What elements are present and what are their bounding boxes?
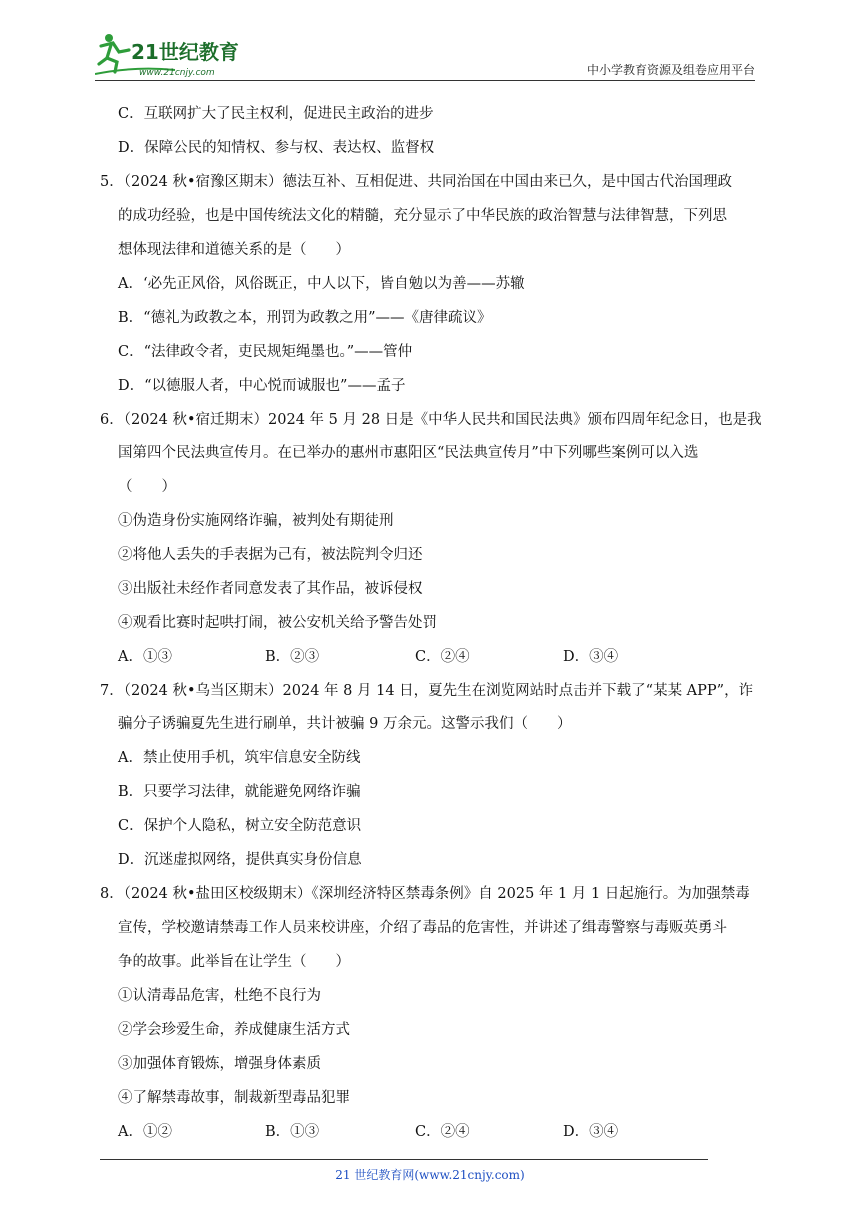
q5-option-c: C．“法律政令者，吏民规矩绳墨也。”——管仲 — [118, 344, 413, 360]
q5-stem-line3: 想体现法律和道德关系的是（ ） — [118, 242, 350, 258]
q6-choice-c: C．②④ — [415, 649, 470, 665]
q4-option-c: C．互联网扩大了民主权利，促进民主政治的进步 — [118, 106, 434, 122]
q7-option-b: B．只要学习法律，就能避免网络诈骗 — [118, 784, 361, 800]
svg-text:21世纪教育: 21世纪教育 — [131, 40, 239, 64]
q5-option-a: A．‘必先正风俗，风俗既正，中人以下，皆自勉以为善——苏辙 — [118, 276, 525, 292]
q8-statement-3: ③加强体育锻炼，增强身体素质 — [118, 1056, 321, 1072]
q8-stem-line3: 争的故事。此举旨在让学生（ ） — [118, 954, 350, 970]
q5-option-b: B．“德礼为政教之本，刑罚为政教之用”——《唐律疏议》 — [118, 310, 492, 326]
q6-stem-line3: （ ） — [118, 479, 176, 495]
q7-stem-line1: 7．（2024 秋•乌当区期末）2024 年 8 月 14 日，夏先生在浏览网站时点击并下载了“某某 APP”，诈 — [100, 683, 754, 699]
svg-text:www.21cnjy.com: www.21cnjy.com — [139, 68, 215, 78]
q7-stem-line2: 骗分子诱骗夏先生进行刷单，共计被骗 9 万余元。这警示我们（ ） — [118, 716, 572, 732]
q6-choice-b: B．②③ — [265, 649, 320, 665]
q6-stem-line2: 国第四个民法典宣传月。在已举办的惠州市惠阳区“民法典宣传月”中下列哪些案例可以入选 — [118, 445, 699, 461]
q5-option-d: D．“以德服人者，中心悦而诚服也”——孟子 — [118, 378, 406, 394]
q8-choices — [0, 1120, 860, 1144]
q6-choices — [0, 645, 860, 669]
q8-statement-1: ①认清毒品危害，杜绝不良行为 — [118, 988, 321, 1004]
q7-option-d: D．沉迷虚拟网络，提供真实身份信息 — [118, 852, 362, 868]
q6-statement-1: ①伪造身份实施网络诈骗，被判处有期徒刑 — [118, 513, 394, 529]
q8-choice-a: A．①② — [118, 1124, 172, 1140]
q5-stem-line2: 的成功经验，也是中国传统法文化的精髓，充分显示了中华民族的政治智慧与法律智慧，下列思 — [118, 208, 727, 224]
q6-choice-d: D．③④ — [563, 649, 619, 665]
header-divider — [95, 80, 755, 81]
platform-label: 中小学教育资源及组卷应用平台 — [586, 63, 755, 77]
q8-choice-d: D．③④ — [563, 1124, 619, 1140]
q6-stem-line1: 6．（2024 秋•宿迁期末）2024 年 5 月 28 日是《中华人民共和国民法典》颁布四周年纪念日，也是我 — [100, 412, 762, 428]
q7-option-c: C．保护个人隐私，树立安全防范意识 — [118, 818, 362, 834]
footer-link[interactable]: 21 世纪教育网(www.21cnjy.com) — [335, 1168, 525, 1182]
q5-stem-line1: 5．（2024 秋•宿豫区期末）德法互补、互相促进、共同治国在中国由来已久，是中国古代治国理政 — [100, 174, 733, 190]
q8-stem-line1: 8．（2024 秋•盐田区校级期末）《深圳经济特区禁毒条例》自 2025 年 1 月 1 日起施行。为加强禁毒 — [100, 886, 750, 902]
q6-statement-4: ④观看比赛时起哄打闹，被公安机关给予警告处罚 — [118, 615, 437, 631]
q6-statement-3: ③出版社未经作者同意发表了其作品，被诉侵权 — [118, 581, 423, 597]
page-header — [95, 28, 755, 80]
q8-stem-line2: 宣传，学校邀请禁毒工作人员来校讲座，介绍了毒品的危害性，并讲述了缉毒警察与毒贩英勇斗 — [118, 920, 727, 936]
q8-statement-4: ④了解禁毒故事，制裁新型毒品犯罪 — [118, 1090, 350, 1106]
q8-choice-c: C．②④ — [415, 1124, 470, 1140]
q8-choice-b: B．①③ — [265, 1124, 320, 1140]
footer-divider — [100, 1159, 708, 1160]
q6-choice-a: A．①③ — [118, 649, 172, 665]
q8-statement-2: ②学会珍爱生命，养成健康生活方式 — [118, 1022, 350, 1038]
q4-option-d: D．保障公民的知情权、参与权、表达权、监督权 — [118, 140, 435, 156]
q7-option-a: A．禁止使用手机，筑牢信息安全防线 — [118, 750, 361, 766]
q6-statement-2: ②将他人丢失的手表据为己有，被法院判令归还 — [118, 547, 423, 563]
site-logo — [95, 30, 265, 80]
